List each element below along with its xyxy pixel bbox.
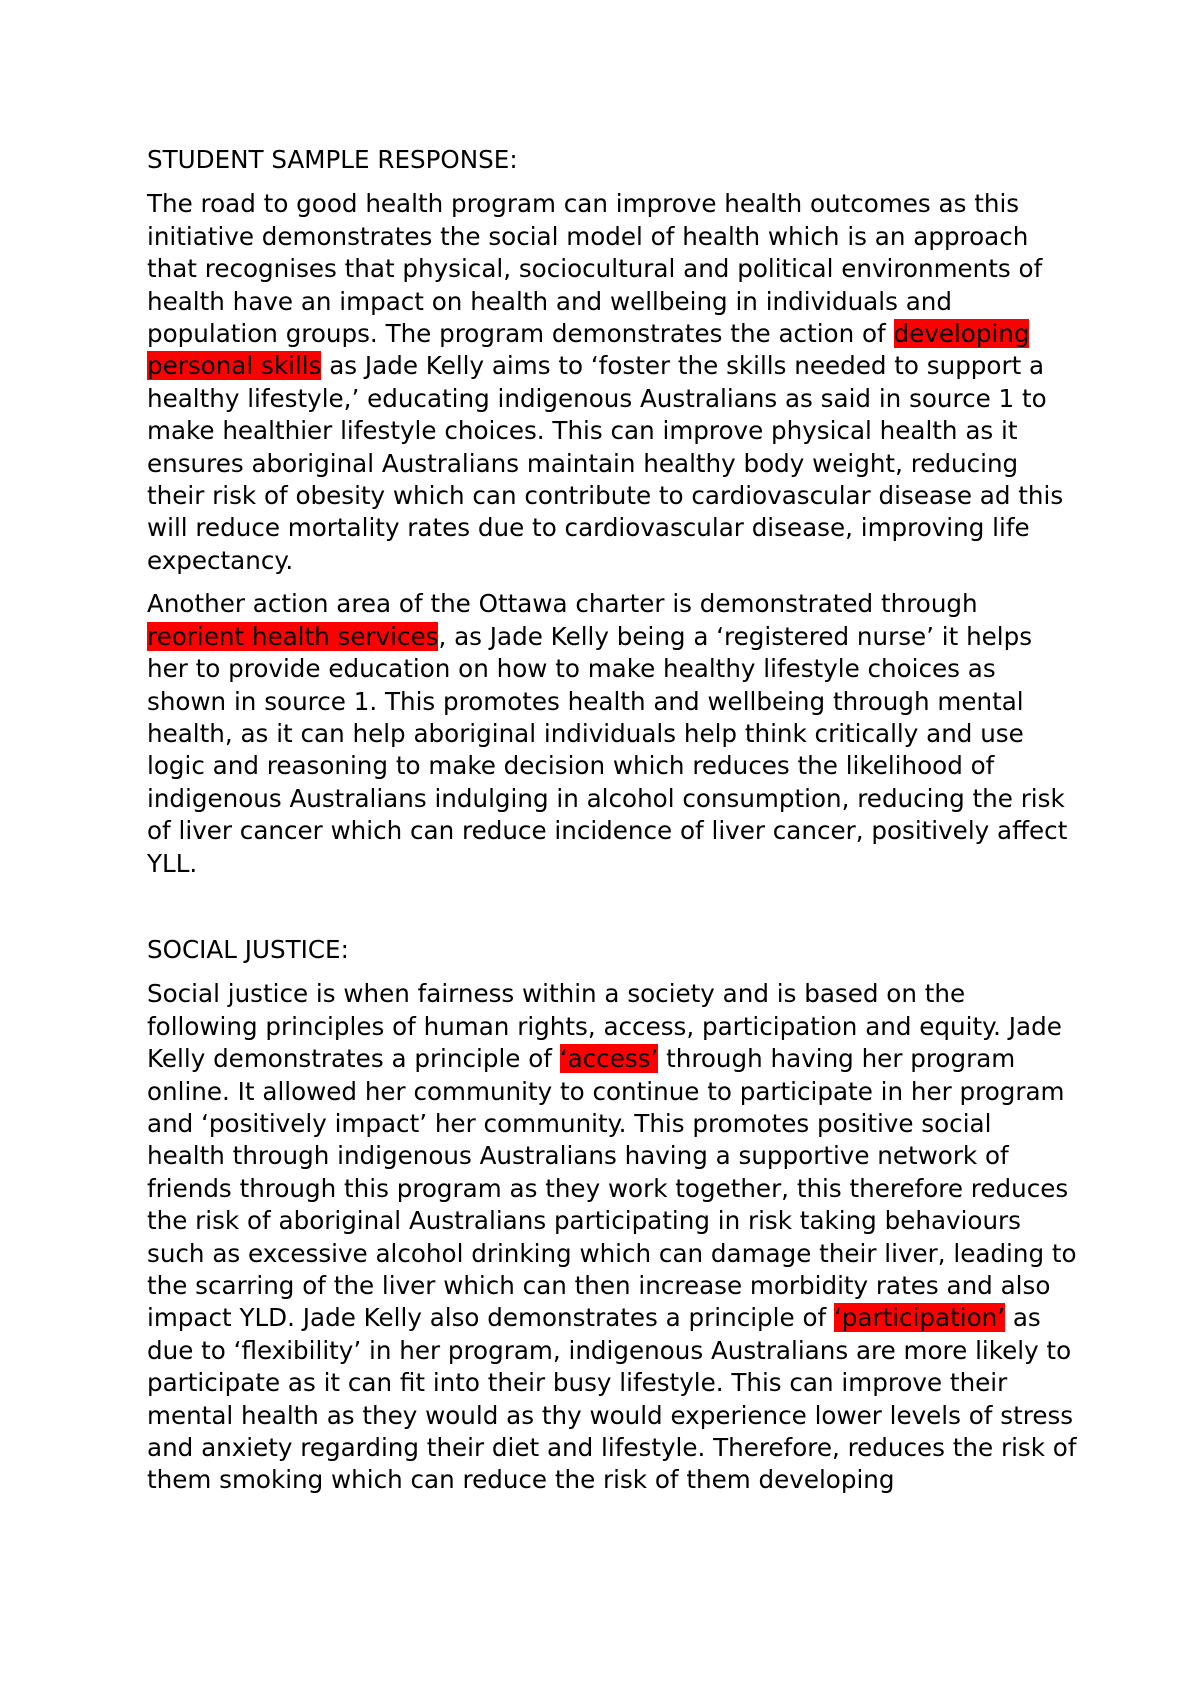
social-justice-heading: SOCIAL JUSTICE:: [147, 934, 349, 964]
blank-line: [147, 891, 1077, 934]
highlight-reorient-health-services: reorient health services: [147, 621, 439, 651]
student-sample-heading: STUDENT SAMPLE RESPONSE:: [147, 145, 518, 174]
paragraph-text: The road to good health program can improve health outcomes as this initiative demonstrates the social model of health which is an approach that recognises that physical, sociocultural and political environments of health have an impact on health and wellbeing in individuals and population groups. The program demonstrates the action of: [147, 189, 1043, 349]
paragraph-personal-skills: [147, 188, 1077, 577]
paragraph-reorient-health-services: [147, 588, 1077, 880]
highlight-developing-personal-skills: developing personal skills: [147, 319, 1030, 381]
document-page: [147, 144, 1077, 1508]
highlight-access: ‘access’: [559, 1044, 659, 1074]
highlight-participation: ‘participation’: [833, 1303, 1006, 1333]
paragraph-text: as Jade Kelly aims to ‘foster the skills needed to support a healthy lifestyle,’ educating indigenous Australians as said in source 1 to make healthier lifestyle choices. This can improve physical health as it ensures aboriginal Australians maintain healthy body weight, reducing their risk of obesity which can contribute to cardiovascular disease ad this will reduce mortality rates due to cardiovascular disease, improving life expectancy.: [147, 351, 1064, 575]
paragraph-text: Social justice is when fairness within a society and is based on the following principles of human rights, access, participation and equity. Jade Kelly demonstrates a principle of: [147, 979, 1062, 1074]
paragraph-text: through having her program online. It allowed her community to continue to participate in her program and ‘positively impact’ her community. This promotes positive social health through indigenous Australians having a supportive network of friends through this program as they work together, this therefore reduces the risk of aboriginal Australians participating in risk taking behaviours such as excessive alcohol drinking which can damage their liver, leading to the scarring of the liver which can then increase morbidity rates and also impact YLD. Jade Kelly also demonstrates a principle of: [147, 1044, 1077, 1333]
paragraph-social-justice: [147, 978, 1077, 1497]
paragraph-text: , as Jade Kelly being a ‘registered nurse’ it helps her to provide education on how to make healthy lifestyle choices as shown in source 1. This promotes health and wellbeing through mental health, as it can help aboriginal individuals help think critically and use logic and reasoning to make decision which reduces the likelihood of indigenous Australians indulging in alcohol consumption, reducing the risk of liver cancer which can reduce incidence of liver cancer, positively affect YLL.: [147, 621, 1068, 878]
paragraph-text: as due to ‘flexibility’ in her program, indigenous Australians are more likely to participate as it can fit into their busy lifestyle. This can improve their mental health as they would as thy would experience lower levels of stress and anxiety regarding their diet and lifestyle. Therefore, reduces the risk of them smoking which can reduce the risk of them developing: [147, 1303, 1077, 1495]
paragraph-text: Another action area of the Ottawa charter is demonstrated through: [147, 589, 978, 619]
